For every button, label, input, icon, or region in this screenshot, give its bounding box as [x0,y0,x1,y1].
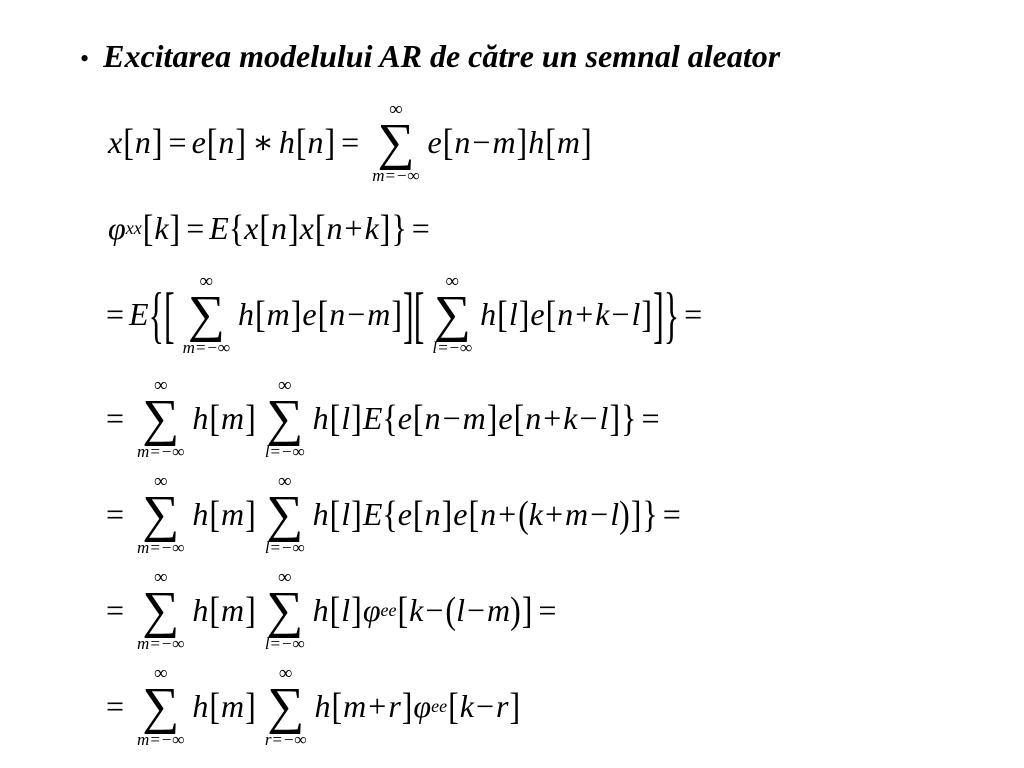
summation: ∞ ∑ l=−∞ [264,375,305,461]
equation-noise-autocorrelation: = ∞ ∑ m=−∞ h [ m ] ∞ ∑ l=−∞ h [ l ] φ ee [ k − ( l − m ) ] = [106,567,557,653]
equation-shifted-argument: = ∞ ∑ m=−∞ h [ m ] ∞ ∑ l=−∞ h [ l ] E { e [ n ] e [ n + ( k + m − l ) ] } = [106,471,681,557]
summation: ∞ ∑ l=−∞ [432,271,473,357]
summation: ∞ ∑ m=−∞ [372,99,420,185]
equation-interchanged-sums: = ∞ ∑ m=−∞ h [ m ] ∞ ∑ l=−∞ h [ l ] E { e [ n − m ] e [ n + k − l ] } = [106,375,660,461]
summation: ∞ ∑ m=−∞ [137,663,185,749]
summation: ∞ ∑ m=−∞ [137,567,185,653]
equation-final-result: = ∞ ∑ m=−∞ h [ m ] ∞ ∑ r=−∞ h [ m + r ] φ ee [ k − r ] [106,663,521,749]
summation: ∞ ∑ l=−∞ [264,471,305,557]
summation: ∞ ∑ m=−∞ [137,471,185,557]
equation-autocorrelation-definition: φ xx [ k ] = E { x [ n ] x [ n + k ] } = [108,206,430,250]
equation-expanded-expectation: = E { [ ∞ ∑ m=−∞ h [ m ] e [ n − m ] ] [ ∞ ∑ l=−∞ h [ l ] e [ n + k − l ] ] } = [106,271,703,357]
summation: ∞ ∑ m=−∞ [137,375,185,461]
bullet-marker: • [80,44,90,73]
summation: ∞ ∑ l=−∞ [264,567,305,653]
bullet-text: Excitarea modelului AR de către un semnal aleator [103,38,781,74]
summation: ∞ ∑ r=−∞ [264,663,307,749]
summation: ∞ ∑ m=−∞ [182,271,230,357]
equation-convolution: x [ n ] = e [ n ] ∗ h [ n ] = ∞ ∑ m=−∞ e [ n − m ] h [ m ] [108,99,592,185]
bullet-heading [80,38,780,75]
